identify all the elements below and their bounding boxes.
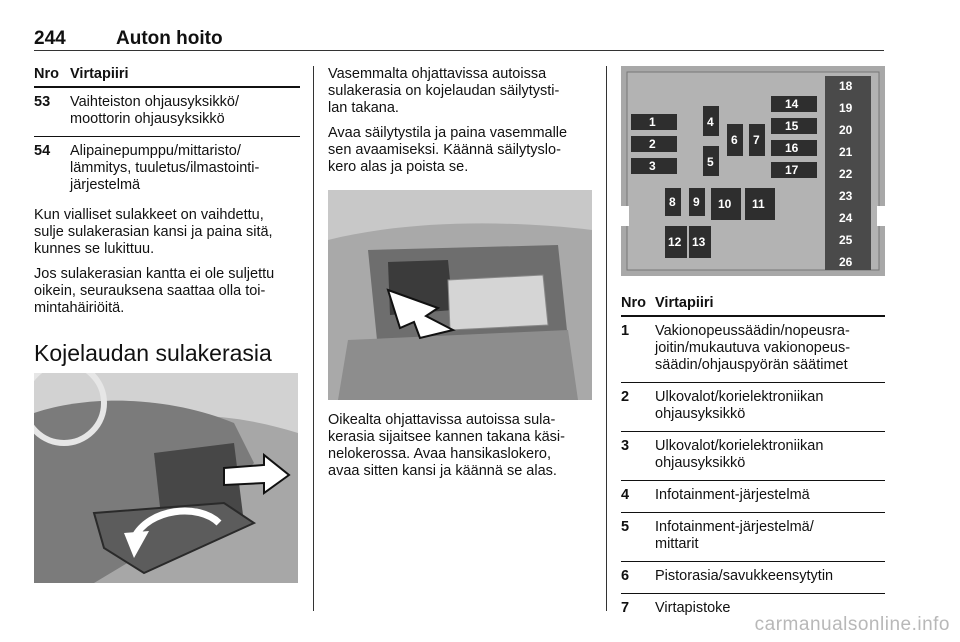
- fuse-label: 4: [707, 115, 714, 129]
- fuse-label: 14: [785, 97, 799, 111]
- fuse-label: 17: [785, 163, 799, 177]
- fuse-label: 16: [785, 141, 799, 155]
- fuse-label: 10: [718, 197, 732, 211]
- table-row: [621, 432, 885, 481]
- row-nro: 3: [621, 438, 630, 454]
- row-desc: Vaihteiston ohjausyksikkö/ moottorin ohjausyksikkö: [70, 94, 239, 127]
- row-nro: 7: [621, 600, 630, 616]
- table-header: [621, 293, 885, 317]
- page-header: [34, 24, 884, 50]
- fuse-label: 20: [839, 123, 853, 137]
- row-desc: Ulkovalot/korielektroniikan ohjausyksikkö: [655, 389, 824, 422]
- table-row: [34, 88, 300, 137]
- chapter-title: Auton hoito: [116, 28, 223, 49]
- header-rule: [34, 50, 884, 51]
- paragraph-open-storage: Avaa säilytystila ja paina vasemmalle sen avaamiseksi. Käännä säilytyslo- kero alas ja poista se.: [328, 125, 568, 175]
- footer-watermark: carmanualsonline.info: [754, 614, 950, 635]
- paragraph-lhd-location: Vasemmalta ohjattavissa autoissa sulakerasia on kojelaudan säilytysti- lan takana.: [328, 66, 560, 116]
- fuse-label: 11: [752, 197, 765, 211]
- row-nro: 6: [621, 568, 630, 584]
- table-row: [34, 137, 300, 202]
- photo-storage-compartment: [328, 190, 592, 400]
- paragraph-rhd-location: Oikealta ohjattavissa autoissa sula- kerasia sijaitsee kannen takana käsi- nelokerossa. Avaa hansikaslokero, avaa sitten kansi ja käännä se alas.: [328, 412, 565, 479]
- fuse-label: 15: [785, 119, 799, 133]
- table-row: [621, 562, 885, 594]
- fuse-label: 6: [731, 133, 738, 147]
- page-number: 244: [34, 28, 66, 49]
- row-desc: Virtapistoke: [655, 600, 731, 616]
- fuse-label: 8: [669, 195, 676, 209]
- fuse-table: [621, 293, 885, 625]
- fuse-label: 13: [692, 235, 706, 249]
- table-header: [34, 64, 300, 88]
- col-nro-header: Nro: [621, 295, 646, 311]
- fuse-label: 26: [839, 255, 853, 269]
- row-nro: 53: [34, 94, 51, 110]
- col-circuit-header: Virtapiiri: [70, 66, 129, 82]
- row-desc: Pistorasia/savukkeensytytin: [655, 568, 834, 584]
- fuse-label: 2: [649, 137, 656, 151]
- col-circuit-header: Virtapiiri: [655, 295, 714, 311]
- fuse-label: 9: [693, 195, 700, 209]
- paragraph-close-cover: Kun vialliset sulakkeet on vaihdettu, sulje sulakerasian kansi ja paina sitä, kunnes se lukittuu.: [34, 207, 273, 257]
- fuse-label: 25: [839, 233, 853, 247]
- column-divider-right: [606, 66, 607, 611]
- fuse-label: 3: [649, 159, 656, 173]
- table-row: [621, 383, 885, 432]
- fuse-label: 18: [839, 79, 853, 93]
- fuse-label: 19: [839, 101, 853, 115]
- fuse-box-diagram: [621, 66, 885, 276]
- table-row: [621, 513, 885, 562]
- col-nro-header: Nro: [34, 66, 59, 82]
- table-row: [621, 317, 885, 383]
- row-desc: Vakionopeussäädin/nopeusra- joitin/mukautuva vakionopeus- säädin/ohjauspyörän säätimet: [655, 323, 851, 373]
- fuse-label: 5: [707, 155, 714, 169]
- fuse-label: 23: [839, 189, 853, 203]
- fuse-label: 1: [649, 115, 656, 129]
- fuse-label: 22: [839, 167, 853, 181]
- photo-fuse-cover-open: [34, 373, 298, 583]
- fuse-label: 21: [839, 145, 853, 159]
- table-row: [621, 481, 885, 513]
- fuse-label: 12: [668, 235, 682, 249]
- fuse-label: 24: [839, 211, 853, 225]
- row-nro: 4: [621, 487, 630, 503]
- column-divider-left: [313, 66, 314, 611]
- row-desc: Infotainment-järjestelmä: [655, 487, 810, 503]
- row-desc: Ulkovalot/korielektroniikan ohjausyksikkö: [655, 438, 824, 471]
- fuse-table-continued: [34, 64, 300, 202]
- row-desc: Infotainment-järjestelmä/ mittarit: [655, 519, 814, 552]
- section-title: Kojelaudan sulakerasia: [34, 340, 272, 366]
- row-nro: 5: [621, 519, 630, 535]
- paragraph-cover-warning: Jos sulakerasian kantta ei ole suljettu oikein, seurauksena saattaa olla toi- mintahäiriöitä.: [34, 266, 275, 316]
- row-nro: 2: [621, 389, 630, 405]
- row-nro: 54: [34, 143, 51, 159]
- row-desc: Alipainepumppu/mittaristo/ lämmitys, tuuletus/ilmastointi- järjestelmä: [70, 143, 260, 193]
- fuse-label: 7: [753, 133, 760, 147]
- row-nro: 1: [621, 323, 630, 339]
